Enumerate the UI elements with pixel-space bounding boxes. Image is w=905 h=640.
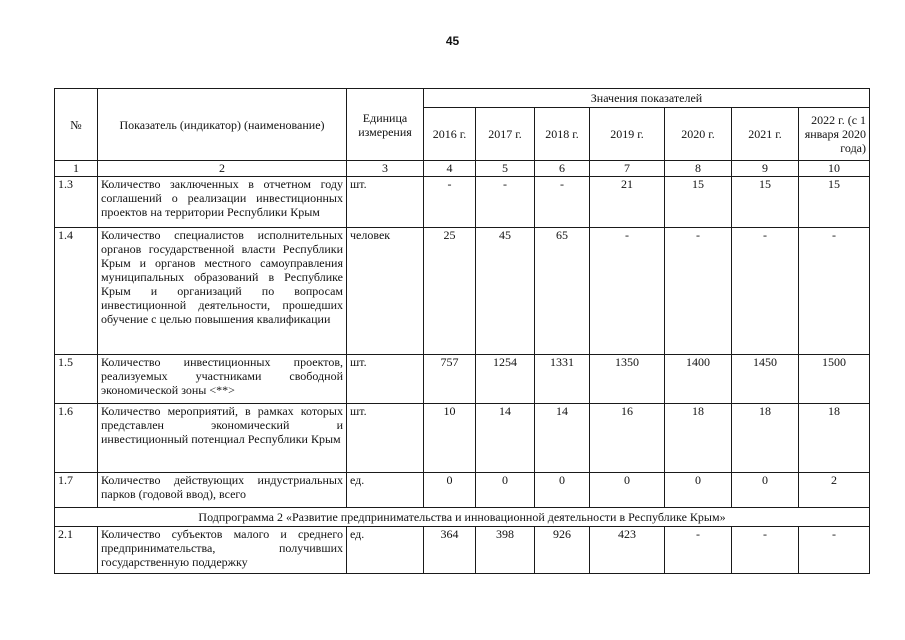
row-number: 1.4	[55, 228, 98, 355]
value-cell: 1450	[732, 355, 799, 404]
value-cell: -	[732, 228, 799, 355]
value-cell: 14	[476, 404, 535, 473]
value-cell: 2	[799, 473, 870, 508]
table-row	[55, 177, 870, 228]
table-row	[55, 527, 870, 574]
value-cell: 398	[476, 527, 535, 574]
value-cell: 25	[424, 228, 476, 355]
value-cell: 423	[590, 527, 665, 574]
column-number: 4	[424, 161, 476, 177]
column-number: 9	[732, 161, 799, 177]
indicator-name: Количество заключенных в отчетном году соглашений о реализации инвестиционных проектов на территории Республики Крым	[98, 177, 347, 228]
unit-cell: шт.	[347, 404, 424, 473]
page-number: 45	[445, 34, 460, 48]
column-number: 7	[590, 161, 665, 177]
value-cell: 1400	[665, 355, 732, 404]
header-values: Значения показателей	[424, 89, 870, 108]
value-cell: 0	[665, 473, 732, 508]
table-row	[55, 355, 870, 404]
header-year: 2019 г.	[590, 108, 665, 161]
header-no: №	[55, 89, 98, 161]
value-cell: -	[476, 177, 535, 228]
column-number: 5	[476, 161, 535, 177]
value-cell: 21	[590, 177, 665, 228]
row-number: 1.6	[55, 404, 98, 473]
value-cell: 0	[424, 473, 476, 508]
value-cell: 757	[424, 355, 476, 404]
value-cell: 18	[799, 404, 870, 473]
column-number: 8	[665, 161, 732, 177]
value-cell: -	[424, 177, 476, 228]
value-cell: -	[535, 177, 590, 228]
value-cell: -	[665, 527, 732, 574]
table-body	[55, 177, 870, 574]
unit-cell: ед.	[347, 473, 424, 508]
value-cell: -	[665, 228, 732, 355]
header-year: 2020 г.	[665, 108, 732, 161]
indicator-name: Количество субъектов малого и среднего предпринимательства, получивших государственную поддержку	[98, 527, 347, 574]
value-cell: 0	[590, 473, 665, 508]
value-cell: 14	[535, 404, 590, 473]
row-number: 1.7	[55, 473, 98, 508]
value-cell: -	[590, 228, 665, 355]
value-cell: 0	[732, 473, 799, 508]
indicators-table	[54, 88, 870, 574]
value-cell: 45	[476, 228, 535, 355]
column-number: 6	[535, 161, 590, 177]
indicator-name: Количество инвестиционных проектов, реализуемых участниками свободной экономической зоны <**>	[98, 355, 347, 404]
value-cell: 18	[732, 404, 799, 473]
value-cell: 15	[799, 177, 870, 228]
value-cell: -	[799, 527, 870, 574]
indicator-name: Количество специалистов исполнительных органов государственной власти Республики Крым и органов местного самоуправления муниципальных образований в Республике Крым и организаций по вопросам инвестиционной деятельности, прошедших обучение с целью повышения квалификации	[98, 228, 347, 355]
header-year: 2017 г.	[476, 108, 535, 161]
header-unit: Единица измерения	[347, 89, 424, 161]
value-cell: 364	[424, 527, 476, 574]
indicator-name: Количество мероприятий, в рамках которых представлен экономический и инвестиционный потенциал Республики Крым	[98, 404, 347, 473]
header-year: 2021 г.	[732, 108, 799, 161]
header-indicator: Показатель (индикатор) (наименование)	[98, 89, 347, 161]
value-cell: 1254	[476, 355, 535, 404]
column-number: 10	[799, 161, 870, 177]
subprogram-title: Подпрограмма 2 «Развитие предпринимательства и инновационной деятельности в Республике Крым»	[55, 508, 870, 527]
value-cell: 65	[535, 228, 590, 355]
value-cell: 15	[665, 177, 732, 228]
column-number: 2	[98, 161, 347, 177]
unit-cell: ед.	[347, 527, 424, 574]
value-cell: 1350	[590, 355, 665, 404]
column-number: 1	[55, 161, 98, 177]
row-number: 2.1	[55, 527, 98, 574]
table-row	[55, 473, 870, 508]
value-cell: -	[799, 228, 870, 355]
value-cell: 0	[535, 473, 590, 508]
value-cell: 16	[590, 404, 665, 473]
value-cell: 1331	[535, 355, 590, 404]
column-number: 3	[347, 161, 424, 177]
value-cell: 10	[424, 404, 476, 473]
row-number: 1.5	[55, 355, 98, 404]
row-number: 1.3	[55, 177, 98, 228]
subprogram-row	[55, 508, 870, 527]
value-cell: 926	[535, 527, 590, 574]
header-year: 2022 г. (с 1 января 2020 года)	[799, 108, 870, 161]
value-cell: -	[732, 527, 799, 574]
unit-cell: шт.	[347, 355, 424, 404]
table-row	[55, 404, 870, 473]
value-cell: 0	[476, 473, 535, 508]
header-year: 2018 г.	[535, 108, 590, 161]
value-cell: 15	[732, 177, 799, 228]
indicator-name: Количество действующих индустриальных парков (годовой ввод), всего	[98, 473, 347, 508]
unit-cell: шт.	[347, 177, 424, 228]
header-year: 2016 г.	[424, 108, 476, 161]
table-row	[55, 228, 870, 355]
value-cell: 1500	[799, 355, 870, 404]
unit-cell: человек	[347, 228, 424, 355]
value-cell: 18	[665, 404, 732, 473]
